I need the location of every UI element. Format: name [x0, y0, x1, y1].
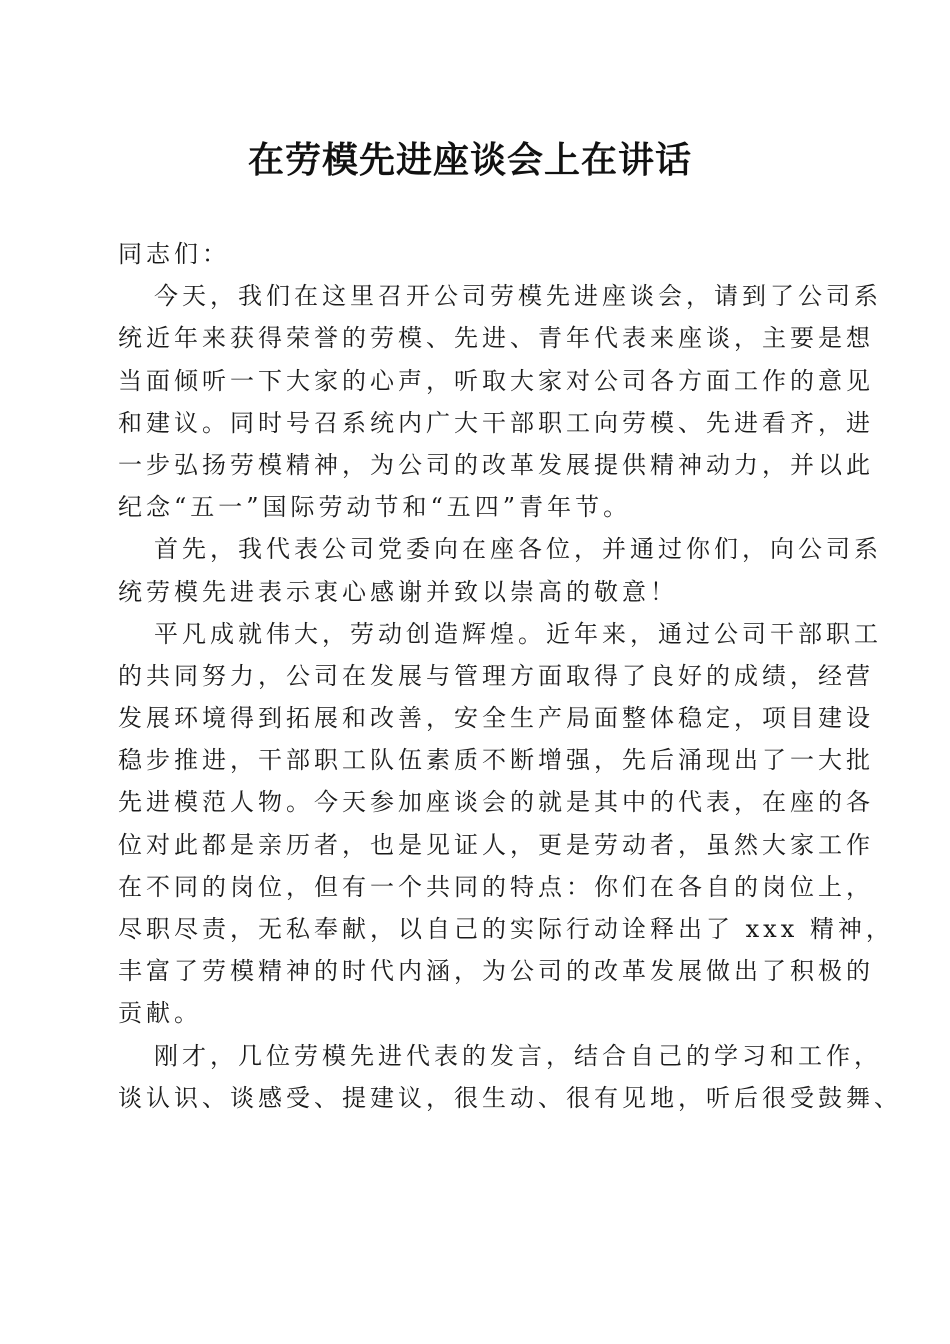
paragraph-line: 今天，我们在这里召开公司劳模先进座谈会，请到了公司系 [154, 282, 882, 311]
paragraph-line: 纪念“五一”国际劳动节和“五四”青年节。 [118, 493, 632, 522]
document-title: 在劳模先进座谈会上在讲话 [247, 139, 692, 181]
paragraph-line: 当面倾听一下大家的心声，听取大家对公司各方面工作的意见 [118, 366, 874, 395]
document-body [118, 233, 902, 1119]
paragraph-line: 首先，我代表公司党委向在座各位，并通过你们，向公司系 [154, 535, 882, 564]
paragraph-line: 平凡成就伟大，劳动创造辉煌。近年来，通过公司干部职工 [154, 619, 882, 648]
paragraph-line: 贡献。 [118, 999, 202, 1028]
paragraph-line: 一步弘扬劳模精神，为公司的改革发展提供精神动力，并以此 [118, 450, 874, 479]
paragraph-line: 的共同努力，公司在发展与管理方面取得了良好的成绩，经营 [118, 661, 874, 690]
salutation-line: 同志们： [118, 240, 230, 268]
paragraph-line: 丰富了劳模精神的时代内涵，为公司的改革发展做出了积极的 [118, 957, 874, 986]
paragraph-line: 尽职尽责，无私奉献，以自己的实际行动诠释出了 xxx 精神， [118, 915, 894, 943]
paragraph-line: 统劳模先进表示衷心感谢并致以崇高的敬意！ [118, 577, 678, 606]
paragraph-line: 谈认识、谈感受、提建议，很生动、很有见地，听后很受鼓舞、 [118, 1083, 902, 1112]
paragraph-line: 和建议。同时号召系统内广大干部职工向劳模、先进看齐，进 [118, 408, 874, 437]
paragraph-line: 刚才，几位劳模先进代表的发言，结合自己的学习和工作， [154, 1041, 882, 1070]
paragraph-line: 稳步推进，干部职工队伍素质不断增强，先后涌现出了一大批 [118, 746, 874, 775]
paragraph-line: 先进模范人物。今天参加座谈会的就是其中的代表，在座的各 [118, 788, 874, 817]
paragraph-line: 发展环境得到拓展和改善，安全生产局面整体稳定，项目建设 [118, 704, 874, 733]
paragraph-line: 在不同的岗位，但有一个共同的特点：你们在各自的岗位上， [118, 872, 874, 901]
paragraph-line: 位对此都是亲历者，也是见证人，更是劳动者，虽然大家工作 [118, 830, 874, 859]
paragraph-line: 统近年来获得荣誉的劳模、先进、青年代表来座谈，主要是想 [118, 324, 874, 353]
